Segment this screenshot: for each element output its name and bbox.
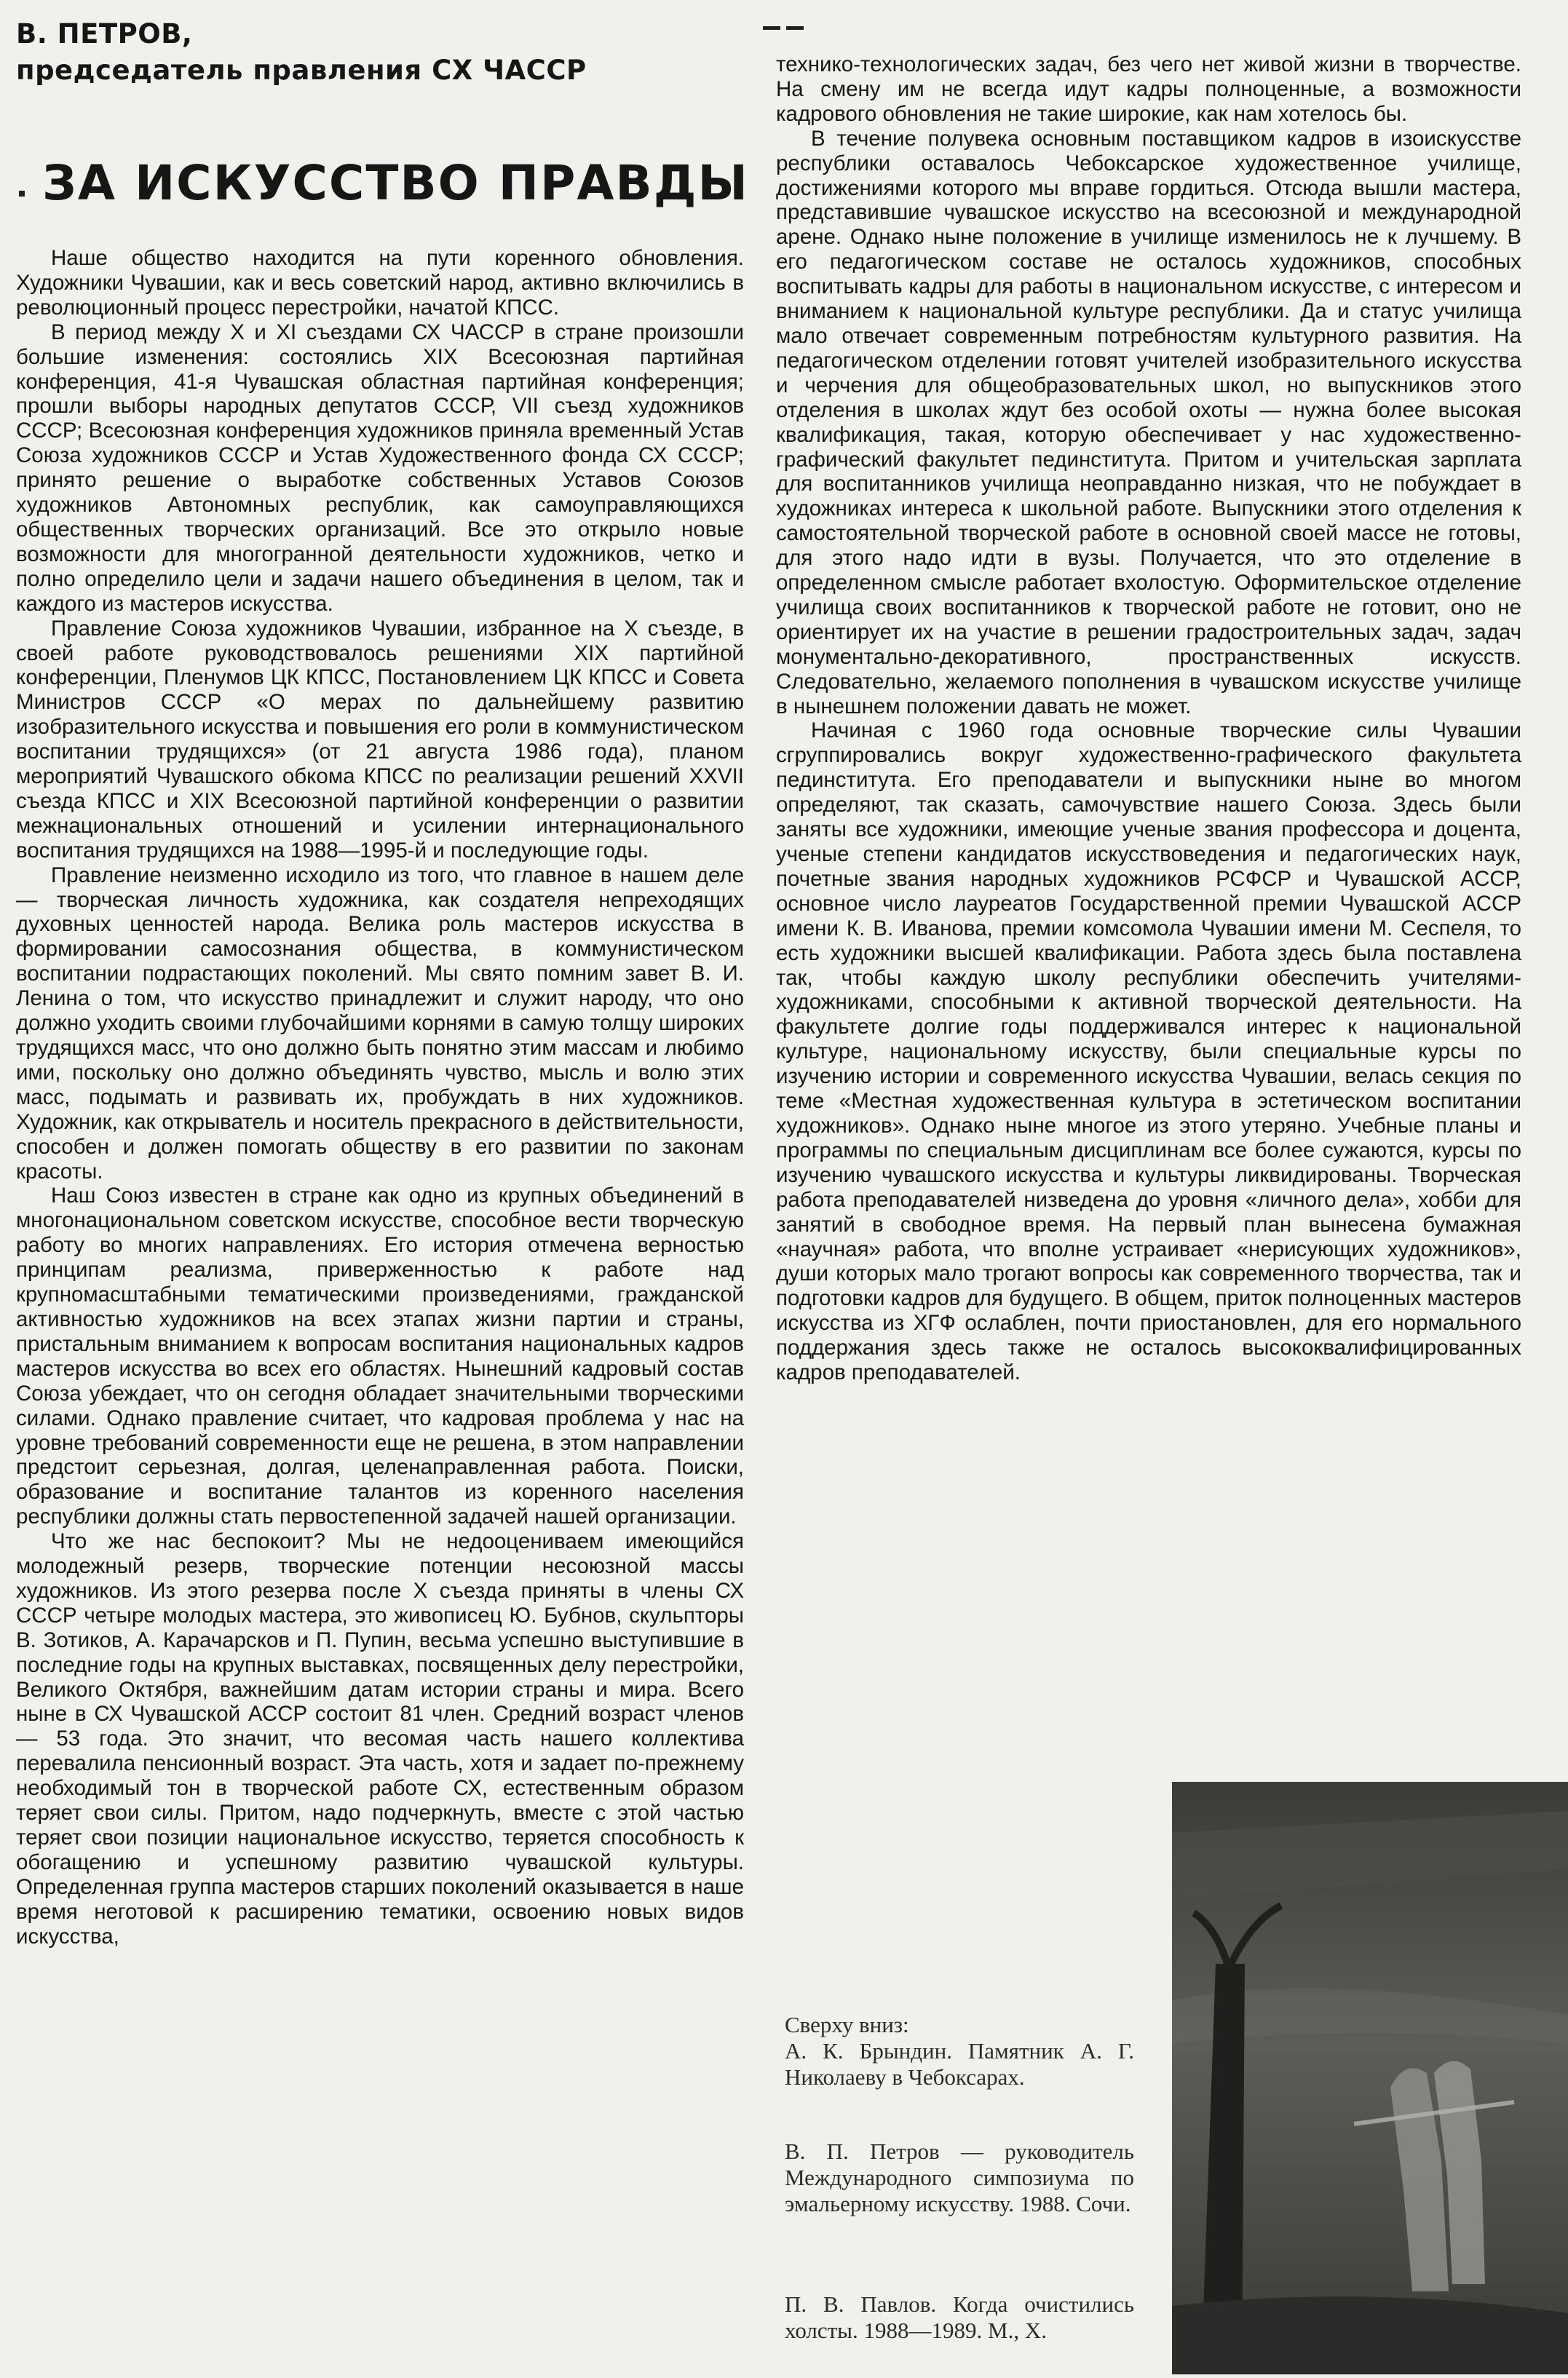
paragraph: Правление неизменно исходило из того, что главное в нашем деле — творческая личность художника, как создателя непреходящих духовных ценностей народа. Велика роль мастеров искусства в формировании самосознания общества, в коммунистическом воспитании подрастающих поколений. Мы свято помним завет В. И. Ленина о том, что искусство принадлежит и служит народу, что оно должно уходить своими глубочайшими корнями в самую толщу широких трудящихся масс, что оно должно быть понятно этим массам и любимо ими, поскольку оно должно объединять чувство, мысль и волю этих масс, подымать и развивать их, пробуждать в них художников. Художник, как открыватель и носитель прекрасного в действительности, способен и должен помогать обществу в его развитии по законам красоты. (16, 863, 744, 1184)
paragraph: Правление Союза художников Чувашии, избранное на X съезде, в своей работе руководствовалось решениями XIX партийной конференции, Пленумов ЦК КПСС, Постановлением ЦК КПСС и Совета Министров СССР «О мерах по дальнейшему развитию изобразительного искусства и повышения его роли в коммунистическом воспитании трудящихся» (от 21 августа 1986 года), планом мероприятий Чувашского обкома КПСС по реализации решений XXVII съезда КПСС и XIX Всесоюзной партийной конференции о развитии межнациональных отношений и усилении интернационального воспитания трудящихся на 1988—1995-й и последующие годы. (16, 616, 744, 863)
print-mark (763, 26, 780, 30)
author-name: В. ПЕТРОВ, (16, 18, 193, 49)
paragraph: технико-технологических задач, без чего нет живой жизни в творчестве. На смену им не всегда идут кадры полноценные, а возможности кадрового обновления не такие широкие, как нам хотелось бы. (776, 52, 1521, 126)
painting-image (1172, 1782, 1568, 2374)
paragraph: Начиная с 1960 года основные творческие силы Чувашии сгруппировались вокруг художественно-графического факультета пединститута. Его преподаватели и выпускники ныне во многом определяют, так сказать, самочувствие нашего Союза. Здесь были заняты все художники, имеющие ученые звания профессора и доцента, ученые степени кандидатов искусствоведения и педагогических наук, почетные звания народных художников РСФСР и Чувашской АССР, основное число лауреатов Государственной премии Чувашской АССР имени К. В. Иванова, премии комсомола Чувашии имени М. Сеспеля, то есть художники высшей квалификации. Работа здесь была поставлена так, чтобы каждую школу республики обеспечить учителями-художниками, способными к активной творческой деятельности. На факультете долгие годы поддерживался интерес к национальной культуре, национальному искусству, были специальные курсы по изучению истории и современного искусства Чувашии, велась секция по теме «Местная художественная культура в эстетическом воспитании художников». Однако ныне многое из этого утеряно. Учебные планы и программы по специальным дисциплинам все более сужаются, курсы по изучению чувашского искусства и культуры ликвидированы. Творческая работа преподавателей низведена до уровня «личного дела», хобби для занятий в свободное время. На первый план вынесена бумажная «научная» работа, что вполне устраивает «нерисующих художников», души которых мало трогают вопросы как современного творчества, так и подготовки кадров для будущего. В общем, приток полноценных мастеров искусства из ХГФ ослаблен, почти приостановлен, для его нормального поддержания здесь также не осталось высококвалифицированных кадров преподавателей. (776, 718, 1521, 1385)
caption-item: В. П. Петров — руководитель Международного симпозиума по эмальерному искусству. 1988. Сочи. (785, 2139, 1134, 2216)
article-headline: ЗА ИСКУССТВО ПРАВДЫ (42, 155, 749, 211)
paragraph: Что же нас беспокоит? Мы не недооцениваем имеющийся молодежный резерв, творческие потенции несоюзной массы художников. Из этого резерва после X съезда приняты в члены СХ СССР четыре молодых мастера, это живописец Ю. Бубнов, скульпторы В. Зотиков, А. Карачарсков и П. Пупин, весьма успешно выступившие в последние годы на крупных выставках, посвященных делу перестройки, Великого Октября, важнейшим датам истории страны и мира. Всего ныне в СХ Чувашской АССР состоит 81 член. Средний возраст членов — 53 года. Это значит, что весомая часть нашего коллектива перевалила пенсионный возраст. Эта часть, хотя и задает по-прежнему необходимый тон в творческой работе СХ, естественным образом теряет свои силы. Притом, надо подчеркнуть, вместе с этой частью теряет свои позиции национальное искусство, теряется способность к обогащению и успешному развитию чувашской культуры. Определенная группа мастеров старших поколений оказывается в наше время неготовой к расширению тематики, освоению новых видов искусства, (16, 1529, 744, 1949)
author-position: председатель правления СХ ЧАССР (16, 55, 587, 86)
right-text-column (776, 52, 1521, 1385)
paragraph: В течение полувека основным поставщиком кадров в изоискусстве республики оставалось Чебоксарское художественное училище, достижениями которого мы вправе гордиться. Отсюда вышли мастера, представившие чувашское искусство на всесоюзной и международной арене. Однако ныне положение в училище изменилось не к лучшему. В его педагогическом составе не осталось художников, способных воспитывать кадры для работы в национальном искусстве, с интересом и вниманием к национальной культуре республики. Да и статус училища мало отвечает современным потребностям культурного развития. На педагогическом отделении готовят учителей изобразительного искусства и черчения для общеобразовательных школ, но выпускников этого отделения в школах ждут без особой охоты — нужна более высокая квалификация, такая, которую обеспечивает у нас художественно-графический факультет пединститута. Притом и учительская зарплата для воспитанников училища неоправданно низкая, что не побуждает в художниках интереса к школьной работе. Выпускники этого отделения к самостоятельной творческой работе в основной своей массе не готовы, для этого надо идти в вузы. Получается, что это отделение в определенном смысле работает вхолостую. Оформительское отделение училища своих воспитанников к творческой работе не готовит, оно не ориентирует их на участие в решении градостроительных задач, задач монументально-декоративного, пространственных искусств. Следовательно, желаемого пополнения в чувашском искусстве училище в нынешнем положении давать не может. (776, 126, 1521, 718)
author-block (16, 16, 744, 89)
left-text-column (16, 246, 744, 1949)
caption-item: А. К. Брындин. Памятник А. Г. Николаеву в Чебоксарах. (785, 2038, 1134, 2090)
caption-heading: Сверху вниз: (785, 2012, 909, 2037)
paragraph: Наше общество находится на пути коренного обновления. Художники Чувашии, как и весь советский народ, активно включились в революционный процесс перестройки, начатой КПСС. (16, 246, 744, 320)
artwork-photo (1172, 1782, 1568, 2374)
caption-item: П. В. Павлов. Когда очистились холсты. 1988—1989. М., Х. (785, 2291, 1134, 2343)
paragraph: Наш Союз известен в стране как одно из крупных объединений в многонациональном советском искусстве, способное вести творческую работу во многих направлениях. Его история отмечена верностью принципам реализма, приверженностью к работе над крупномасштабными тематическими произведениями, гражданской активностью художников на всех этапах жизни партии и страны, пристальным вниманием к вопросам воспитания национальных кадров мастеров искусства во всех его областях. Нынешний кадровый состав Союза убеждает, что он сегодня обладает значительными творческими силами. Однако правление считает, что кадровая проблема у нас на уровне требований современности еще не решена, в этом направлении предстоит серьезная, долгая, целенаправленная работа. Поиски, образование и воспитание талантов из коренного населения республики должны стать первостепенной задачей нашей организации. (16, 1184, 744, 1529)
print-mark (19, 191, 25, 197)
paragraph: В период между X и XI съездами СХ ЧАССР в стране произошли большие изменения: состоялись XIX Всесоюзная партийная конференция, 41-я Чувашская областная партийная конференция; прошли выборы народных депутатов СССР, VII съезд художников СССР; Всесоюзная конференция художников приняла временный Устав Союза художников СССР и Устав Художественного фонда СХ СССР; принято решение о выработке собственных Уставов Союзов художников Автономных республик, как самоуправляющихся общественных творческих организаций. Все это открыло новые возможности для многогранной деятельности художников, четко и полно определило цели и задачи нашего объединения в целом, так и каждого из мастеров искусства. (16, 320, 744, 616)
print-mark (786, 26, 804, 30)
